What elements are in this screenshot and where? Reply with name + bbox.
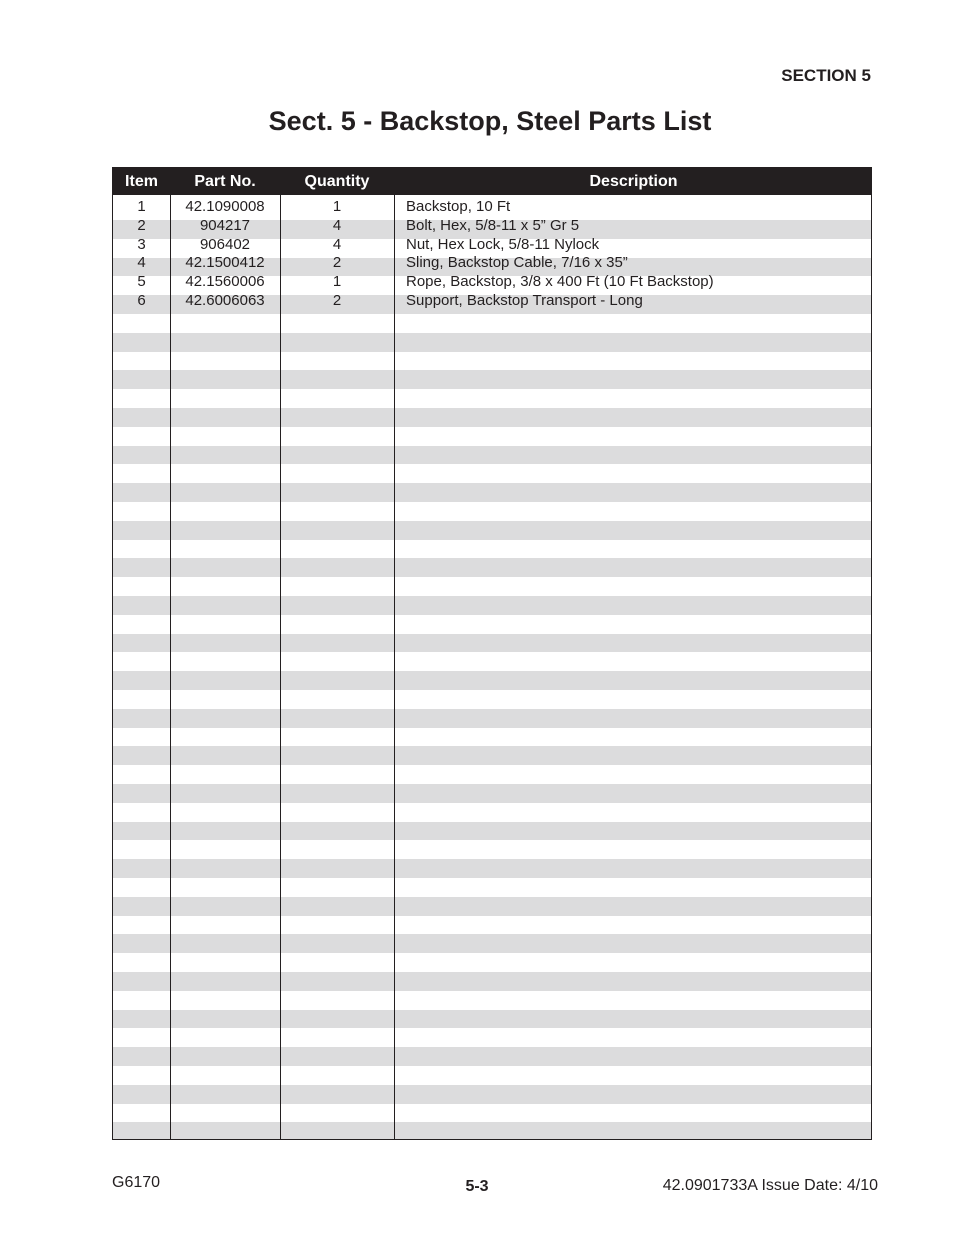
table-row <box>113 217 871 236</box>
part-no-cell: 42.1500412 <box>185 254 265 272</box>
description-cell: Sling, Backstop Cable, 7/16 x 35” <box>406 254 628 272</box>
item-cell: 3 <box>137 235 146 253</box>
column-header-quantity: Quantity <box>304 173 370 190</box>
row-stripe <box>113 1010 871 1029</box>
quantity-cell: 2 <box>332 292 342 309</box>
footer-page-number: 5-3 <box>465 1178 489 1195</box>
row-stripe <box>113 859 871 878</box>
row-stripe <box>113 1085 871 1104</box>
quantity-cell: 1 <box>332 198 342 215</box>
row-stripe <box>113 596 871 615</box>
description-cell: Support, Backstop Transport - Long <box>406 292 643 309</box>
row-stripe <box>113 634 871 653</box>
part-no-cell: 42.1560006 <box>185 273 265 291</box>
section-label: SECTION 5 <box>781 66 871 85</box>
quantity-cell: 4 <box>332 216 342 234</box>
row-stripes <box>113 195 871 1139</box>
table-row <box>113 273 871 292</box>
column-divider <box>280 195 281 1139</box>
row-stripe <box>113 1047 871 1066</box>
footer-model: G6170 <box>112 1174 161 1191</box>
column-header-item: Item <box>125 173 158 190</box>
footer-doc-info: 42.0901733A Issue Date: 4/10 <box>662 1177 878 1194</box>
column-header-part-no: Part No. <box>194 173 256 190</box>
item-cell: 2 <box>137 216 146 234</box>
item-cell: 1 <box>137 198 146 215</box>
row-stripe <box>113 934 871 953</box>
item-cell: 4 <box>137 254 146 272</box>
description-cell: Rope, Backstop, 3/8 x 400 Ft (10 Ft Backstop) <box>406 273 714 291</box>
row-stripe <box>113 558 871 577</box>
column-divider <box>170 195 171 1139</box>
row-stripe <box>113 1122 871 1140</box>
description-cell: Nut, Hex Lock, 5/8-11 Nylock <box>406 235 600 253</box>
description-cell: Backstop, 10 Ft <box>406 198 511 215</box>
row-stripe <box>113 446 871 465</box>
table-row <box>113 292 871 311</box>
item-cell: 5 <box>137 273 146 291</box>
part-no-cell: 42.6006063 <box>185 292 265 309</box>
row-stripe <box>113 972 871 991</box>
row-stripe <box>113 408 871 427</box>
table-header <box>113 168 871 195</box>
table-row <box>113 236 871 255</box>
quantity-cell: 4 <box>332 235 342 253</box>
row-stripe <box>113 521 871 540</box>
column-divider <box>394 195 395 1139</box>
description-cell: Bolt, Hex, 5/8-11 x 5” Gr 5 <box>406 216 580 234</box>
row-stripe <box>113 370 871 389</box>
quantity-cell: 1 <box>332 273 342 291</box>
row-stripe <box>113 746 871 765</box>
row-stripe <box>113 784 871 803</box>
part-no-cell: 42.1090008 <box>185 198 265 215</box>
row-stripe <box>113 671 871 690</box>
quantity-cell: 2 <box>332 254 342 272</box>
row-stripe <box>113 822 871 841</box>
row-stripe <box>113 333 871 352</box>
column-header-description: Description <box>589 173 678 190</box>
part-no-cell: 904217 <box>199 216 251 234</box>
part-no-cell: 906402 <box>199 235 251 253</box>
row-stripe <box>113 483 871 502</box>
table-row <box>113 254 871 273</box>
table-row <box>113 198 871 217</box>
row-stripe <box>113 897 871 916</box>
item-cell: 6 <box>137 292 146 309</box>
row-stripe <box>113 709 871 728</box>
parts-table <box>112 167 872 1140</box>
page-title: Sect. 5 - Backstop, Steel Parts List <box>268 106 712 136</box>
